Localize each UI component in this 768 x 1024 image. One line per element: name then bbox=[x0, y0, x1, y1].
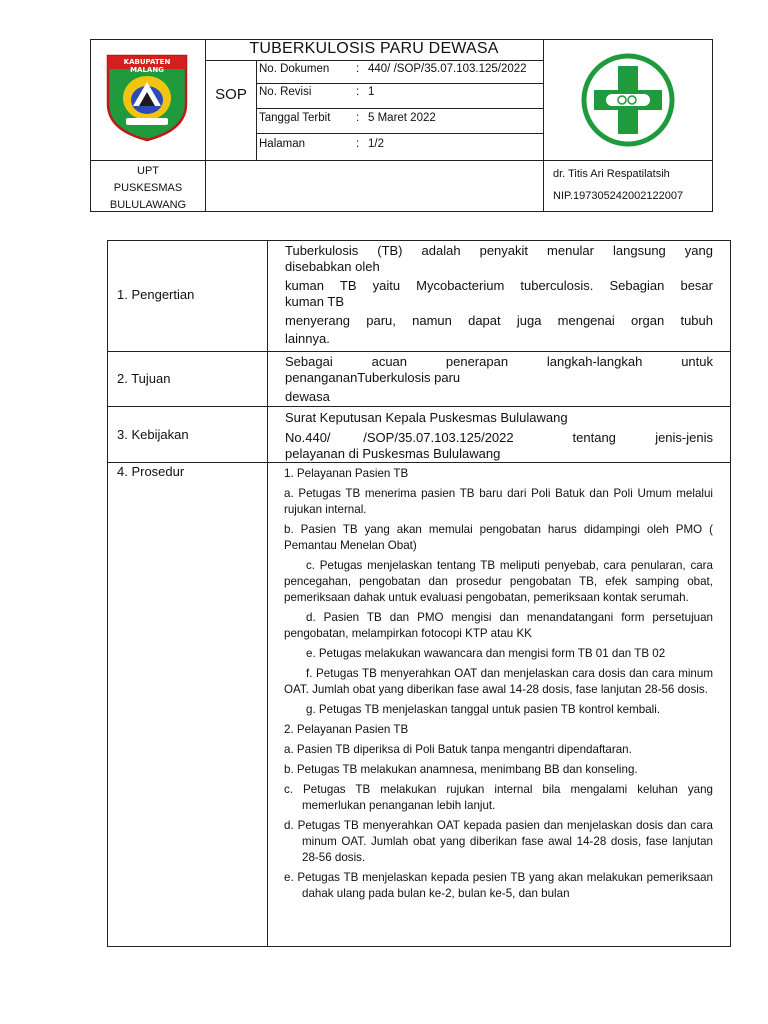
prosedur-step: d. Pasien TB dan PMO mengisi dan menandatangani form persetujuan pengobatan, melampirkan fotocopi KTP atau KK bbox=[284, 611, 713, 640]
prosedur-step: a. Petugas TB menerima pasien TB baru dari Poli Batuk dan Poli Umum melalui rujukan internal. bbox=[284, 487, 713, 516]
prosedur-step: d. Petugas TB menyerahkan OAT kepada pasien dan menjelaskan dosis dan cara minum OAT. Jumlah obat yang diberikan fase awal 14-28 dosis, fase lanjutan 28-56 dosis. bbox=[284, 819, 713, 864]
text-line: No.440/ /SOP/35.07.103.125/2022 tentang jenis-jenis bbox=[285, 430, 713, 445]
prosedur-step: a. Pasien TB diperiksa di Poli Batuk tanpa mengantri dipendaftaran. bbox=[284, 743, 632, 756]
text-line: Tuberkulosis (TB) adalah penyakit menular langsung yang bbox=[285, 243, 713, 258]
meta-label-dokumen: No. Dokumen bbox=[259, 63, 330, 75]
meta-sep: : bbox=[356, 112, 360, 124]
prosedur-step: e. Petugas TB menjelaskan kepada pesien TB yang akan melakukan pemeriksaan dahak ulang pada bulan ke-2, bulan ke-5, dan bulan bbox=[284, 871, 713, 900]
meta-value-dokumen: 440/ /SOP/35.07.103.125/2022 bbox=[368, 63, 527, 75]
meta-label-halaman: Halaman bbox=[259, 138, 306, 150]
document-title: TUBERKULOSIS PARU DEWASA bbox=[249, 40, 499, 57]
text-line: lainnya. bbox=[285, 331, 330, 346]
prosedur-step: c. Petugas TB melakukan rujukan internal bila mengalami keluhan yang memerlukan penanganan lebih lanjut. bbox=[284, 783, 713, 812]
text-line: Surat Keputusan Kepala Puskesmas Bululawang bbox=[285, 410, 568, 425]
org-line: BULULAWANG bbox=[109, 199, 187, 211]
text-line: kuman TB yaitu Mycobacterium tuberculosis. Sebagian besar bbox=[285, 278, 713, 293]
prosedur-step: b. Pasien TB yang akan memulai pengobatan harus didampingi oleh PMO ( Pemantau Menelan Obat) bbox=[284, 523, 713, 552]
signer-nip: NIP.197305242002122007 bbox=[553, 190, 684, 202]
prosedur-heading-1: 1. Pelayanan Pasien TB bbox=[284, 467, 409, 480]
kabupaten-malang-logo bbox=[104, 52, 190, 142]
signer-name: dr. Titis Ari Respatilatsih bbox=[553, 168, 670, 180]
org-line: UPT bbox=[137, 165, 159, 177]
logo-text: KABUPATEN MALANG bbox=[123, 58, 171, 74]
kebijakan-text bbox=[285, 410, 713, 462]
label-prosedur: 4. Prosedur bbox=[117, 464, 185, 479]
sop-label: SOP bbox=[215, 86, 247, 103]
label-pengertian: 1. Pengertian bbox=[117, 287, 195, 302]
text-line: disebabkan oleh bbox=[285, 259, 380, 274]
prosedur-step: f. Petugas TB menyerahkan OAT dan menjelaskan cara dosis dan cara minum OAT. Jumlah obat yang diberikan fase awal 14-28 dosis, fase lanjutan 28-56 dosis. bbox=[284, 667, 713, 696]
text-line: penangananTuberkulosis paru bbox=[285, 370, 461, 385]
pengertian-text bbox=[285, 243, 713, 347]
prosedur-step: b. Petugas TB melakukan anamnesa, menimbang BB dan konseling. bbox=[284, 763, 638, 776]
prosedur-step: c. Petugas menjelaskan tentang TB meliputi penyebab, cara penularan, cara pencegahan, pengobatan dan prosedur pengobatan TB, efek samping obat, pemeriksaan dahak untuk evaluasi pengobatan, pemeriksaan kontak serumah. bbox=[284, 559, 713, 604]
label-tujuan: 2. Tujuan bbox=[117, 371, 171, 386]
tujuan-text bbox=[285, 354, 713, 405]
text-line: menyerang paru, namun dapat juga mengenai organ tubuh bbox=[285, 313, 713, 328]
prosedur-step: g. Petugas TB menjelaskan tanggal untuk pasien TB kontrol kembali. bbox=[306, 703, 661, 716]
prosedur-heading-2: 2. Pelayanan Pasien TB bbox=[284, 723, 409, 736]
meta-value-tanggal: 5 Maret 2022 bbox=[368, 112, 436, 124]
meta-value-halaman: 1/2 bbox=[368, 138, 384, 150]
meta-value-revisi: 1 bbox=[368, 86, 375, 98]
puskesmas-logo bbox=[580, 52, 676, 148]
label-kebijakan: 3. Kebijakan bbox=[117, 427, 189, 442]
meta-sep: : bbox=[356, 138, 360, 150]
prosedur-step: e. Petugas melakukan wawancara dan mengisi form TB 01 dan TB 02 bbox=[306, 647, 666, 660]
prosedur-text bbox=[284, 466, 713, 906]
org-line: PUSKESMAS bbox=[113, 182, 183, 194]
meta-sep: : bbox=[356, 63, 360, 75]
meta-label-tanggal: Tanggal Terbit bbox=[259, 112, 331, 124]
signer bbox=[553, 166, 683, 205]
meta-sep: : bbox=[356, 86, 360, 98]
text-line: dewasa bbox=[285, 389, 330, 404]
meta-label-revisi: No. Revisi bbox=[259, 86, 312, 98]
org-name bbox=[91, 163, 205, 214]
text-line: Sebagai acuan penerapan langkah-langkah untuk bbox=[285, 354, 713, 369]
text-line: kuman TB bbox=[285, 294, 345, 309]
text-line: pelayanan di Puskesmas Bululawang bbox=[285, 446, 501, 461]
